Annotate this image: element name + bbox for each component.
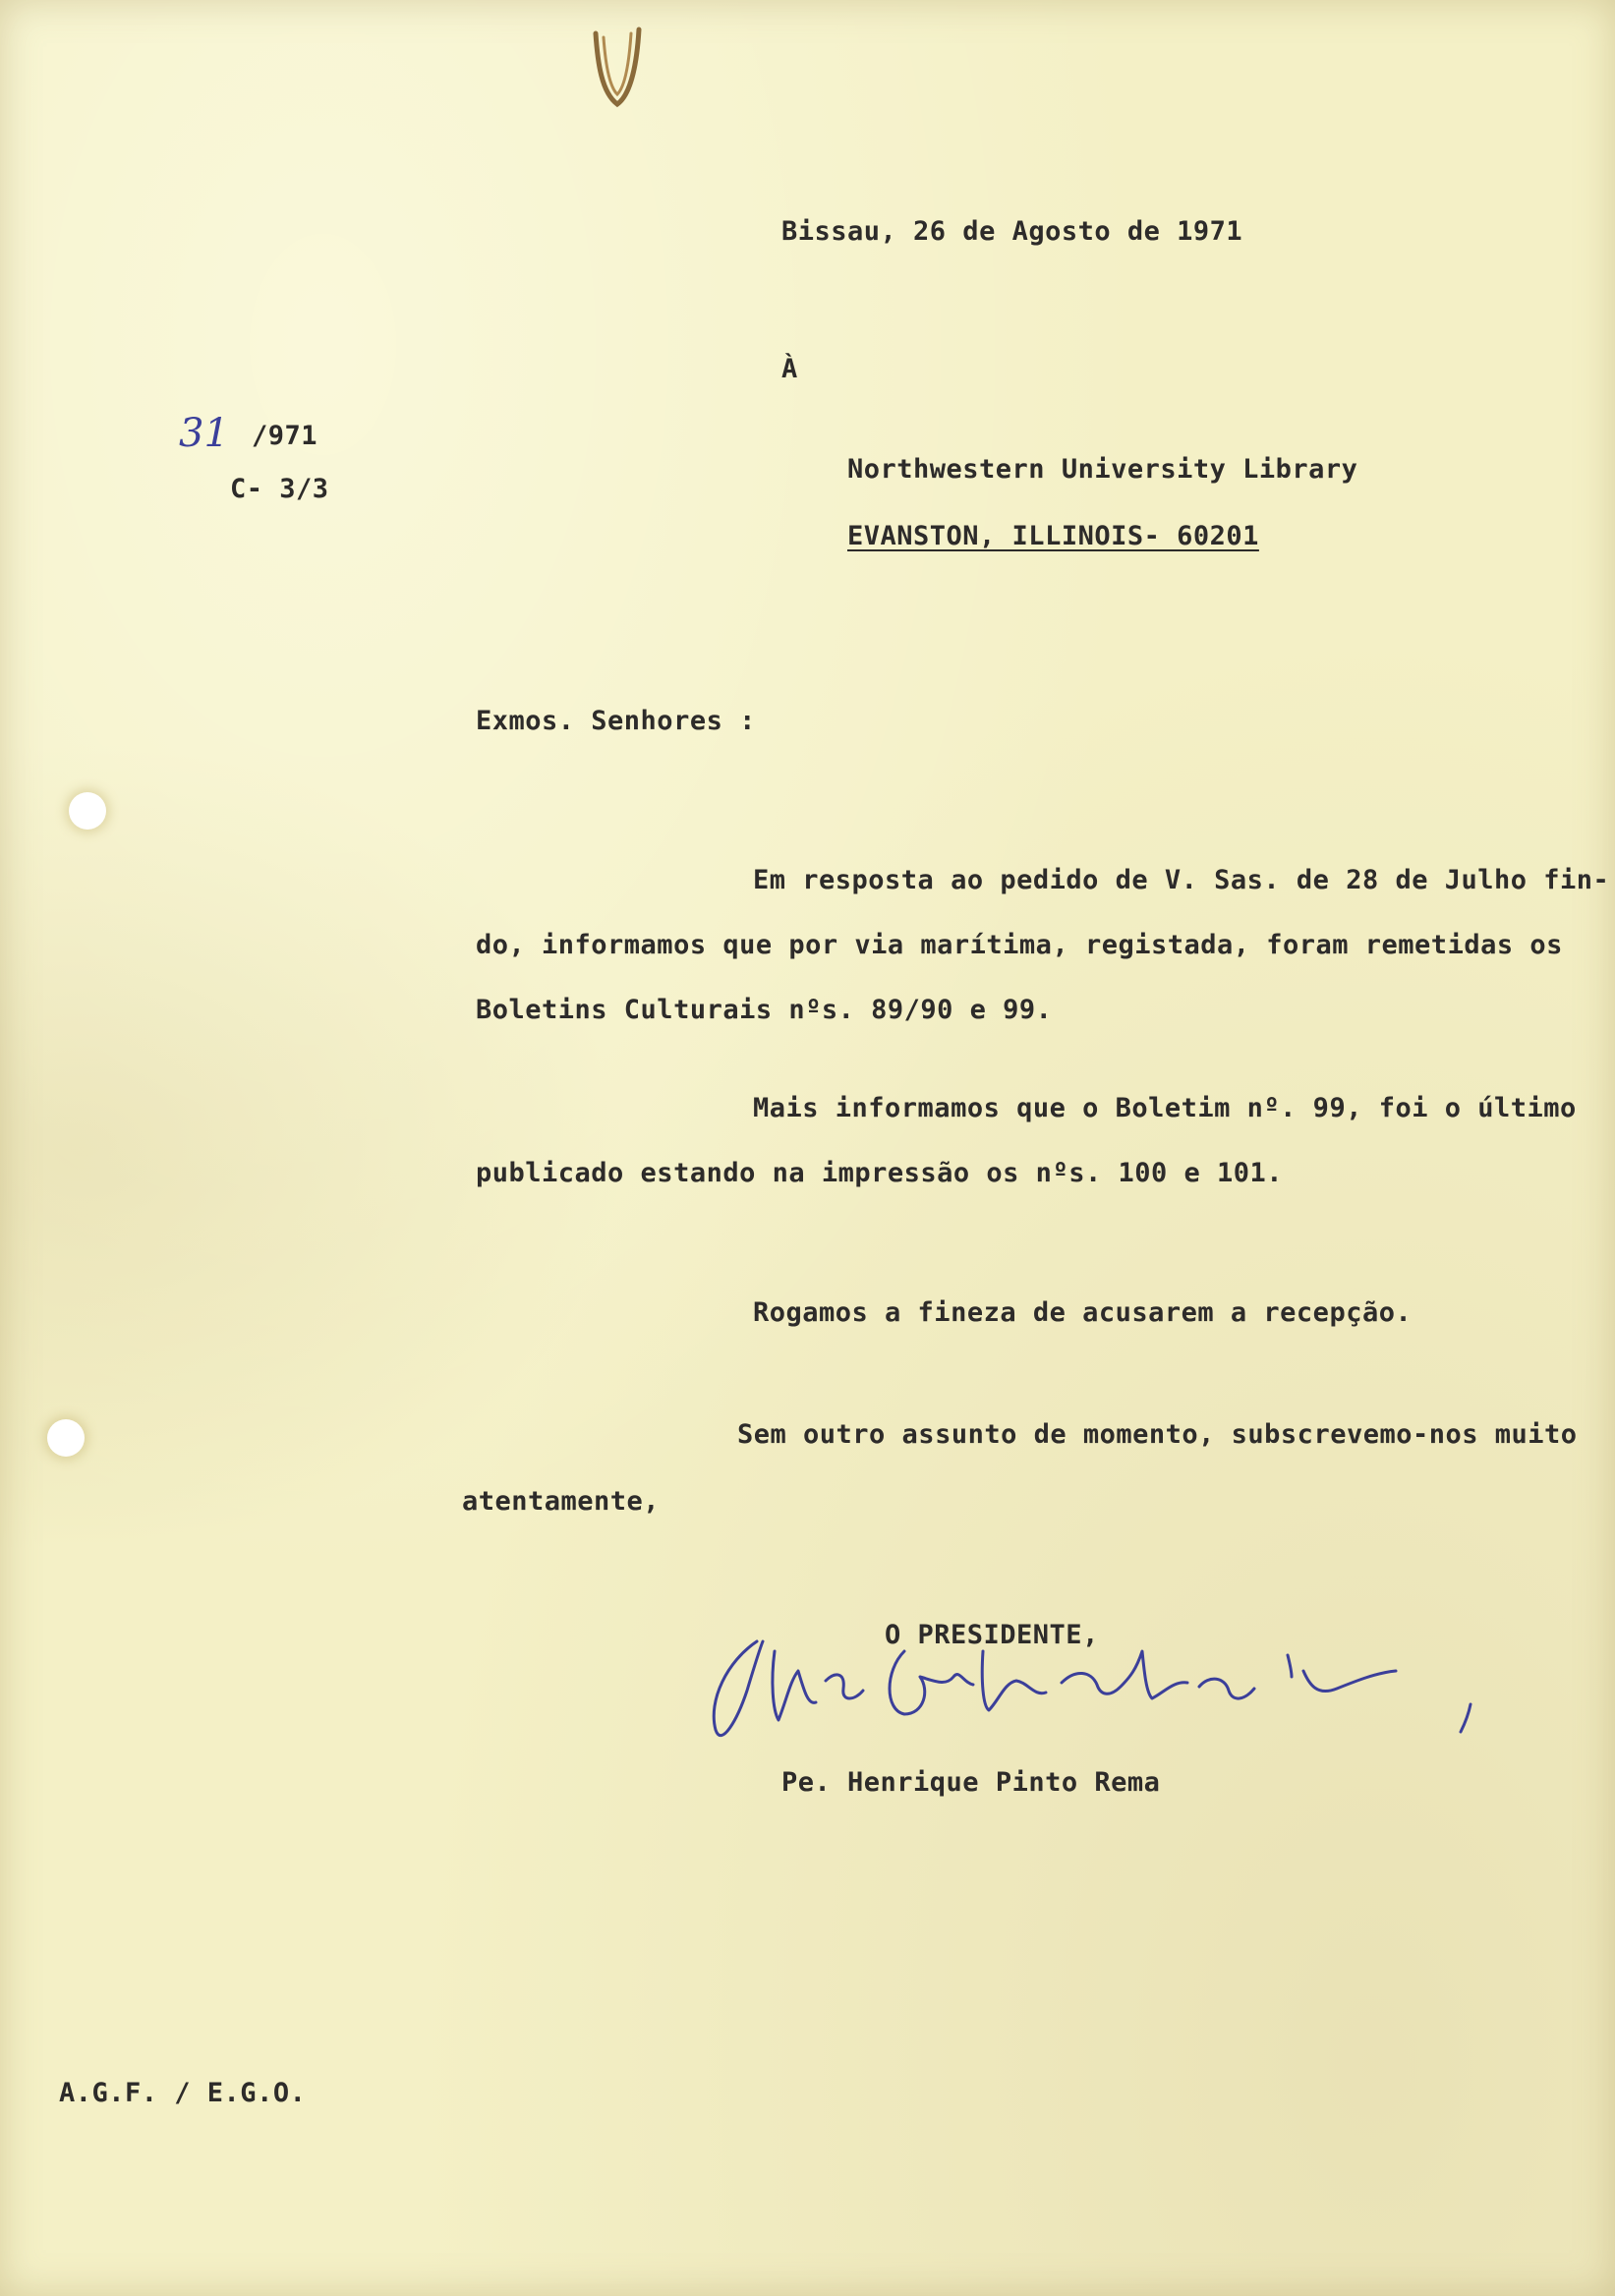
reference-handwritten-number: 31: [179, 411, 229, 456]
reference-year: /971: [252, 421, 318, 451]
paragraph-2-line-2: publicado estando na impressão os nºs. 100 e 101.: [476, 1158, 1284, 1188]
salutation: Exmos. Senhores :: [476, 706, 756, 736]
place-date: Bissau, 26 de Agosto de 1971: [781, 216, 1243, 247]
staple-mark-icon: [588, 24, 647, 112]
recipient-name: Northwestern University Library: [847, 454, 1358, 485]
signatory-name: Pe. Henrique Pinto Rema: [781, 1767, 1161, 1798]
paragraph-3-line-1: Rogamos a fineza de acusarem a recepção.: [753, 1297, 1413, 1328]
paragraph-1-line-2: do, informamos que por via marítima, registada, foram remetidas os: [476, 930, 1563, 960]
signature-icon: [688, 1612, 1494, 1759]
recipient-prefix: À: [781, 354, 798, 384]
paragraph-4-line-1: Sem outro assunto de momento, subscrevemo-nos muito: [737, 1419, 1578, 1450]
reference-code: C- 3/3: [230, 474, 329, 504]
paragraph-1-line-1: Em resposta ao pedido de V. Sas. de 28 de Julho fin-: [753, 865, 1610, 895]
recipient-address: EVANSTON, ILLINOIS- 60201: [847, 521, 1259, 551]
footer-initials: A.G.F. / E.G.O.: [59, 2078, 307, 2108]
punch-hole-lower: [47, 1419, 85, 1457]
closing-title: O PRESIDENTE,: [885, 1620, 1099, 1650]
punch-hole-upper: [69, 792, 106, 830]
paragraph-1-line-3: Boletins Culturais nºs. 89/90 e 99.: [476, 995, 1053, 1025]
paragraph-2-line-1: Mais informamos que o Boletim nº. 99, foi o último: [753, 1093, 1577, 1123]
paragraph-4-line-2: atentamente,: [462, 1486, 661, 1517]
